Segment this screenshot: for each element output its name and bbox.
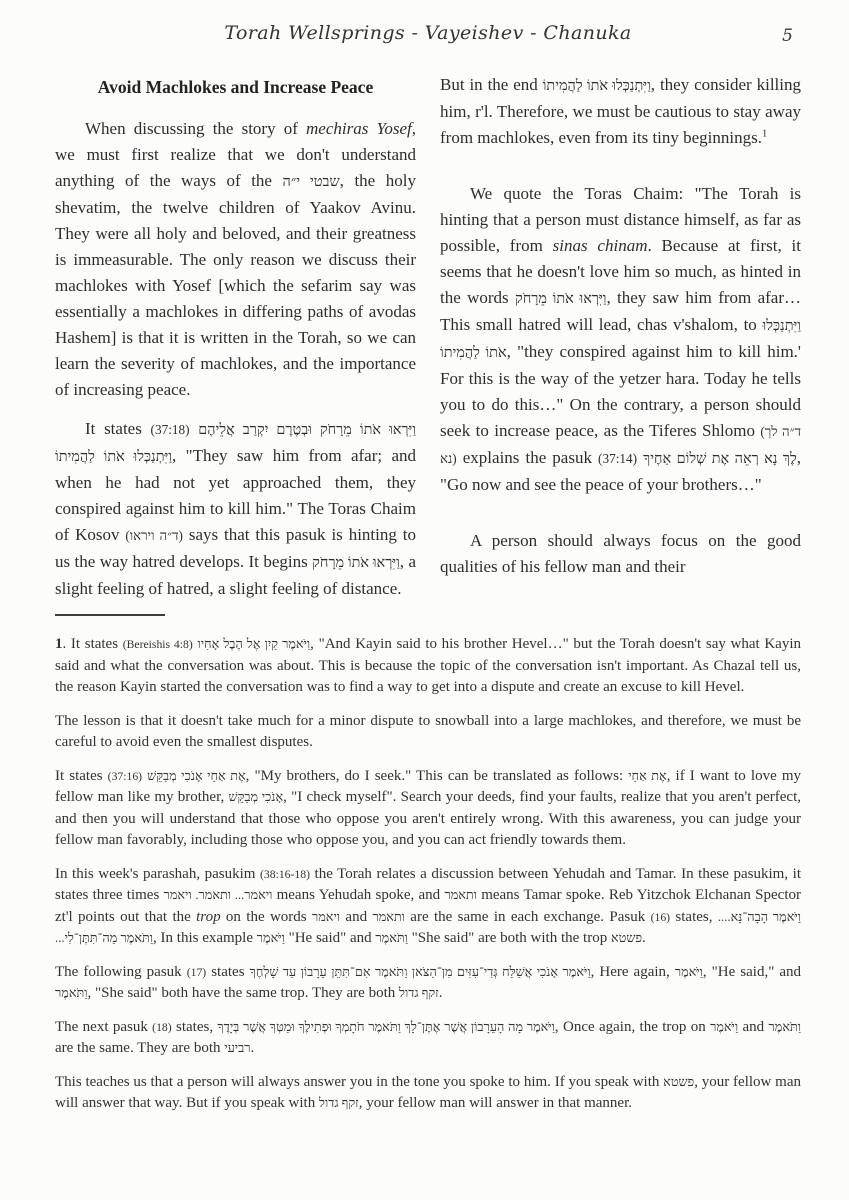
hebrew-text: זקף גדול xyxy=(399,986,439,1000)
text-segment: 1 xyxy=(55,636,63,652)
footnotes-section xyxy=(55,634,801,1115)
text-segment: , "She said" both have the same trop. They are both xyxy=(87,985,399,1001)
body-paragraph xyxy=(440,181,801,498)
text-segment: , Here again, xyxy=(590,963,675,980)
text-segment: states, xyxy=(171,1018,218,1035)
text-segment: . xyxy=(642,930,646,946)
text-segment: , "My brothers, do I seek." This can be translated as follows: xyxy=(245,767,629,784)
text-segment: "She said" are both with the trop xyxy=(407,930,611,946)
text-segment: "He said" and xyxy=(284,930,376,946)
text-segment xyxy=(190,419,199,438)
hebrew-text: אֶת אַחַי אָנֹכִי מְבַקֵּשׁ xyxy=(147,768,246,783)
hebrew-text: וַיֹּאמֶר xyxy=(674,964,703,979)
text-segment: , your fellow man will answer that way. But if you speak with xyxy=(55,1073,801,1111)
text-segment: (18) xyxy=(152,1020,172,1034)
hebrew-text: ויאמר xyxy=(311,909,341,924)
text-segment: sinas chinam xyxy=(552,236,648,255)
page-title: Torah Wellsprings - Vayeishev - Chanuka xyxy=(224,22,632,44)
hebrew-text: רביעי xyxy=(224,1041,251,1055)
text-segment: , "They saw him from afar; and when he had not yet approached them, they conspired against him to kill him." The Toras Chaim of Kosov xyxy=(55,446,416,544)
text-segment: , "He said," and xyxy=(702,963,801,980)
text-segment: the Torah relates a discussion between Yehudah and Tamar. In these pasukim, it states three times xyxy=(55,865,801,903)
footnote-divider xyxy=(55,614,165,616)
hebrew-text: וַיֹּאמֶר מָה הָעֵרָבוֹן אֲשֶׁר אֶתֶּן־לָךְ וַתֹּאמֶר חֹתָמְךָ וּפְתִילֶךָ וּמַטְּךָ אֲשֶׁר בְּיָדֶךָ xyxy=(217,1019,555,1034)
text-segment: The following pasuk xyxy=(55,963,187,980)
hebrew-text: ותאמר xyxy=(444,888,477,902)
text-segment: It states xyxy=(85,419,151,438)
hebrew-text: אָנֹכִי מְבַקֵּשׁ xyxy=(228,790,284,804)
text-segment: are the same in each exchange. Pasuk xyxy=(404,908,651,925)
body-paragraph xyxy=(440,72,801,151)
text-segment: (Bereishis 4:8) xyxy=(122,638,193,651)
hebrew-text: וַיֹּאמֶר הָבָה־נָּא.... וַתֹּאמֶר מַה־תִּתֶּן־לִי... xyxy=(55,909,801,945)
body-paragraph xyxy=(440,528,801,580)
text-segment: In this week's parashah, pasukim xyxy=(55,865,260,882)
hebrew-text: פשטא xyxy=(610,931,643,945)
text-segment: . Because at first, it seems that he doesn't love him so much, as hinted in the words xyxy=(440,236,801,307)
text-segment: (ד״ה ויראו) xyxy=(125,528,183,543)
text-segment: (38:16-18) xyxy=(260,867,310,881)
page-header xyxy=(55,22,801,52)
text-segment: , a slight feeling of hatred, a slight feeling of distance. xyxy=(55,552,417,598)
hebrew-text: וַיֹּאמֶר xyxy=(256,931,285,945)
hebrew-text: וַיֹּאמֶר אָנֹכִי אֲשַׁלַּח גְּדִי־עִזִּים מִן־הַצֹּאן וַתֹּאמֶר אִם־תִּתֵּן עֵרָבוֹן עַד שָׁלְחֶךָ xyxy=(249,964,591,979)
text-segment: states, xyxy=(670,908,718,925)
text-segment: (37:16) xyxy=(107,769,143,783)
footnote-paragraph xyxy=(55,766,801,852)
text-segment: on the words xyxy=(220,908,312,925)
text-segment: The lesson is that it doesn't take much for a minor dispute to snowball into a large machlokes, and therefore, we must be careful to avoid even the smallest disputes. xyxy=(55,712,801,750)
text-segment: . It states xyxy=(62,636,123,652)
text-segment: , if I want to love my fellow man like my brother, xyxy=(55,767,801,805)
hebrew-text: ותאמר xyxy=(372,909,405,924)
text-segment: states xyxy=(206,963,250,980)
hebrew-text: וַיִּרְאוּ אֹתוֹ מֵרָחֹק xyxy=(515,291,607,307)
footnote-paragraph xyxy=(55,962,801,1005)
text-segment: and xyxy=(340,908,373,925)
text-segment: trop xyxy=(196,908,221,925)
text-segment: . xyxy=(250,1040,255,1056)
text-segment: (37:18) xyxy=(150,422,190,437)
footnote-paragraph xyxy=(55,1072,801,1115)
two-column-body xyxy=(55,72,801,610)
text-segment: But in the end xyxy=(440,75,543,94)
text-segment: mechiras Yosef xyxy=(306,119,412,138)
right-column xyxy=(440,72,801,580)
text-segment: (ד״ה לך נא) xyxy=(440,424,802,466)
hebrew-text: וַיִּתְנַכְּלוּ אֹתוֹ לַהֲמִיתוֹ xyxy=(440,318,801,361)
text-segment: A person should always focus on the good qualities of his fellow man and their xyxy=(440,531,801,576)
text-segment: We quote the Toras Chaim: "The Torah is hinting that a person must distance himself, as far as possible, from xyxy=(440,184,801,255)
footnote-paragraph xyxy=(55,711,801,754)
text-segment: 1 xyxy=(762,128,768,140)
text-segment: , "I check myself". Search your deeds, find your faults, realize that you aren't perfect, and then you will understand that those who oppose you aren't entirely wrong. With this awareness, you can judge your fellow man favorably, including those who oppose you, and you can act friendly towards them. xyxy=(55,789,801,848)
hebrew-text: וַיִּתְנַכְּלוּ אֹתוֹ לַהֲמִיתוֹ xyxy=(542,78,651,94)
text-segment: The next pasuk xyxy=(55,1018,153,1035)
hebrew-text: שבטי י״ה xyxy=(282,174,340,190)
text-segment: , "they conspired against him to kill him.' For this is the way of the yetzer hara. Today he tells you to do this…" On the contrary, a person should seek to increase peace, as the Tiferes Shlomo xyxy=(440,342,801,440)
hebrew-text: וַיֹּאמֶר xyxy=(710,1019,739,1034)
text-segment: , they consider killing him, r'l. Therefore, we must be cautious to stay away from machlokes, even from its tiny beginnings. xyxy=(440,75,802,147)
hebrew-text: וַתֹּאמֶר xyxy=(55,986,88,1000)
page-number: 5 xyxy=(782,26,793,46)
text-segment: , your fellow man will answer in that manner. xyxy=(358,1095,633,1111)
text-segment: . xyxy=(438,985,443,1001)
text-segment: (16) xyxy=(650,910,671,924)
section-heading: Avoid Machlokes and Increase Peace xyxy=(97,77,374,97)
hebrew-text: וַיִּרְאוּ אֹתוֹ מֵרָחֹק וּבְטֶרֶם יִקְרַב אֲלֵיהֶם וַיִּתְנַכְּלוּ אֹתוֹ לַהֲמִיתוֹ xyxy=(55,422,417,465)
hebrew-text: וַיִּרְאוּ אֹתוֹ מֵרָחֹק xyxy=(312,555,400,571)
text-segment: explains the pasuk xyxy=(456,448,599,467)
hebrew-text: וַתֹּאמֶר xyxy=(375,931,408,945)
text-segment: When discussing the story of xyxy=(85,119,307,138)
text-segment: , "And Kayin said to his brother Hevel…" but the Torah doesn't say what Kayin said and what the conversation was about. This is because the topic of the conversation isn't important. As Chazal tell us, the reason Kayin started the conversation was to find a way to get into a dispute and create an excuse to kill Hevel. xyxy=(55,636,801,695)
hebrew-text: וַיֹּאמֶר קַיִן אֶל הֶבֶל אָחִיו xyxy=(197,637,311,651)
text-segment: (37:14) xyxy=(598,451,638,466)
hebrew-text: לֶךְ נָא רְאֵה אֶת שְׁלוֹם אַחֶיךָ xyxy=(643,451,797,467)
hebrew-text: פשטא xyxy=(663,1074,695,1089)
text-segment: says that this pasuk is hinting to us the way hatred develops. It begins xyxy=(55,525,416,571)
footnote-paragraph xyxy=(55,1017,801,1060)
hebrew-text: ויאמר... ותאמר. ויאמר xyxy=(163,888,273,902)
hebrew-text: אֶת אַחַי xyxy=(628,768,667,783)
text-segment: , In this example xyxy=(153,930,257,946)
text-segment: (17) xyxy=(186,965,207,979)
text-segment: , "Go now and see the peace of your brothers…" xyxy=(440,448,802,494)
text-segment: , the holy shevatim, the twelve children of Yaakov Avinu. They were all holy and beloved, and their greatness is immeasurable. The only reason we discuss their machlokes with Yosef [which the sefarim say was essentially a machlokes in differing paths of avodas Hashem] is that it is written in the Torah, so we can learn the severity of machlokes, and the importance of increasing peace. xyxy=(55,171,416,399)
hebrew-text: וַתֹּאמֶר xyxy=(768,1019,802,1034)
text-segment: , Once again, the trop on xyxy=(554,1018,711,1035)
text-segment: , we must first realize that we don't understand anything of the ways of the xyxy=(55,119,416,190)
text-segment: means Yehudah spoke, and xyxy=(272,887,445,903)
text-segment: means Tamar spoke. Reb Yitzchok Elchanan Spector zt'l points out that the xyxy=(55,887,801,925)
body-paragraph xyxy=(55,116,416,403)
footnote-paragraph xyxy=(55,634,801,699)
body-paragraph xyxy=(55,416,416,602)
hebrew-text: זקף גדול xyxy=(318,1096,359,1110)
text-segment: are the same. They are both xyxy=(55,1040,225,1056)
text-segment: It states xyxy=(55,767,108,784)
left-column xyxy=(55,72,416,602)
text-segment: , they saw him from afar… This small hatred will lead, chas v'shalom, to xyxy=(440,288,802,334)
text-segment: and xyxy=(738,1018,769,1035)
text-segment: This teaches us that a person will always answer you in the tone you spoke to him. If you speak with xyxy=(55,1073,664,1090)
footnote-paragraph xyxy=(55,864,801,950)
